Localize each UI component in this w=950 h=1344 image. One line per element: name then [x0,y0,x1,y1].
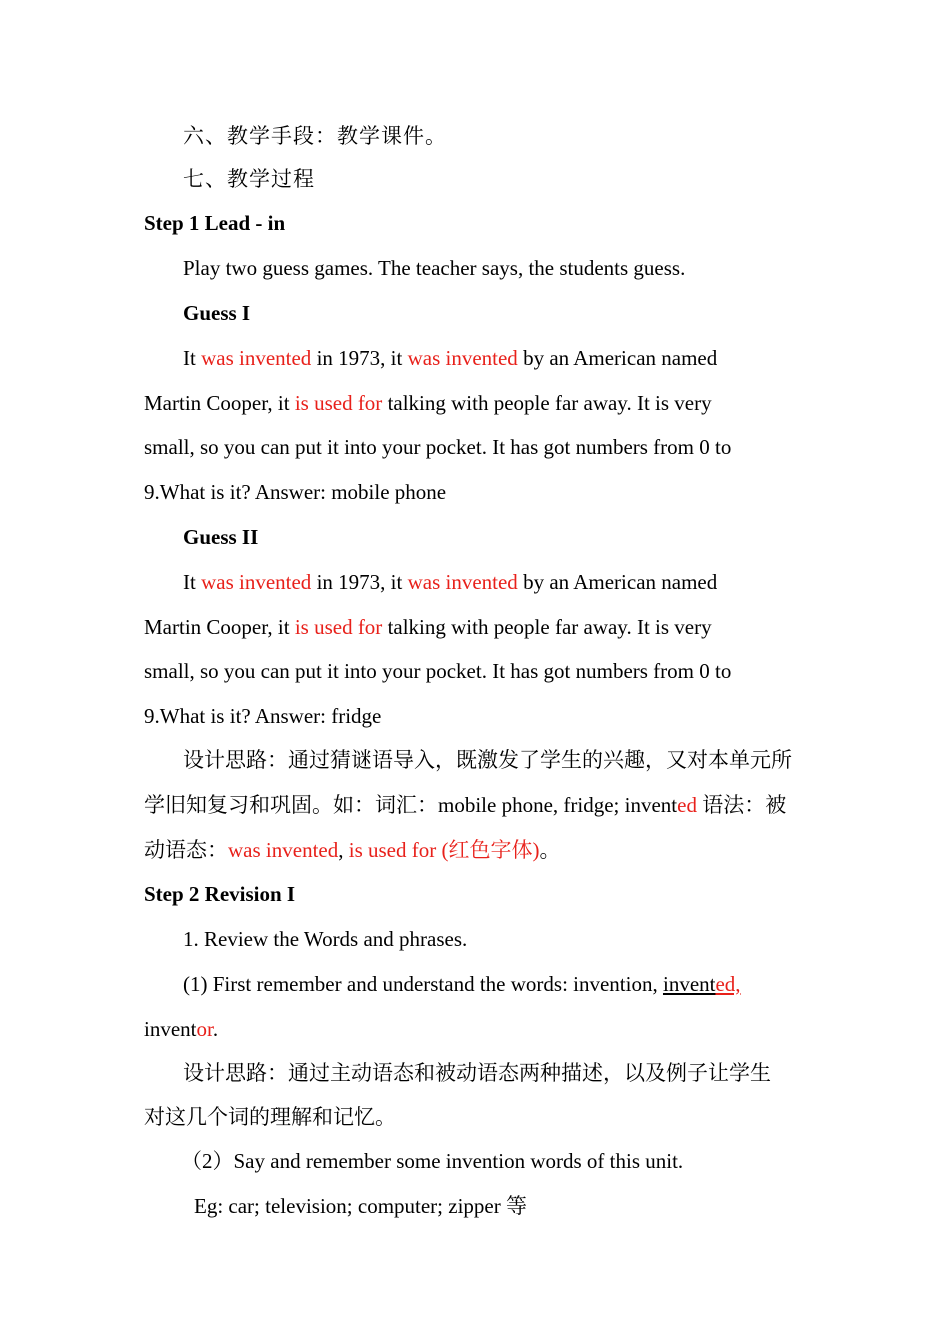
guess1-line1: It was invented in 1973, it was invented by an American named [183,346,718,370]
first-remember-line1: (1) First remember and understand the words: invention, invented, [183,972,741,996]
guess2-line1: It was invented in 1973, it was invented by an American named [183,570,718,594]
design-note2-line2: 对这几个词的理解和记忆。 [144,1105,396,1129]
say-remember-line: （2）Say and remember some invention words of this unit. [181,1149,684,1173]
guess2-line4: 9.What is it? Answer: fridge [144,704,382,728]
first-remember-line2: inventor. [144,1017,219,1041]
teaching-process-heading: 七、教学过程 [183,167,315,191]
review-line: 1. Review the Words and phrases. [183,927,468,951]
guess1-heading: Guess I [183,301,251,325]
step2-heading: Step 2 Revision I [144,882,296,906]
design-note1-line1: 设计思路：通过猜谜语导入，既激发了学生的兴趣，又对本单元所 [183,748,792,772]
design-note1-line3: 动语态：was invented, is used for (红色字体)。 [144,838,561,862]
guess1-line2: Martin Cooper, it is used for talking with people far away. It is very [144,391,712,415]
guess1-line4: 9.What is it? Answer: mobile phone [144,480,447,504]
guess2-line3: small, so you can put it into your pocket. It has got numbers from 0 to [144,659,732,683]
play-instruction: Play two guess games. The teacher says, the students guess. [183,256,686,280]
step1-heading: Step 1 Lead - in [144,211,286,235]
guess2-line2: Martin Cooper, it is used for talking with people far away. It is very [144,615,712,639]
guess2-heading: Guess II [183,525,259,549]
design-note1-line2: 学旧知复习和巩固。如：词汇：mobile phone, fridge; invented 语法：被 [144,793,787,817]
guess1-line3: small, so you can put it into your pocket. It has got numbers from 0 to [144,435,732,459]
design-note2-line1: 设计思路：通过主动语态和被动语态两种描述，以及例子让学生 [183,1061,771,1085]
teaching-means-line: 六、教学手段：教学课件。 [183,124,447,148]
example-line: Eg: car; television; computer; zipper 等 [194,1194,527,1218]
